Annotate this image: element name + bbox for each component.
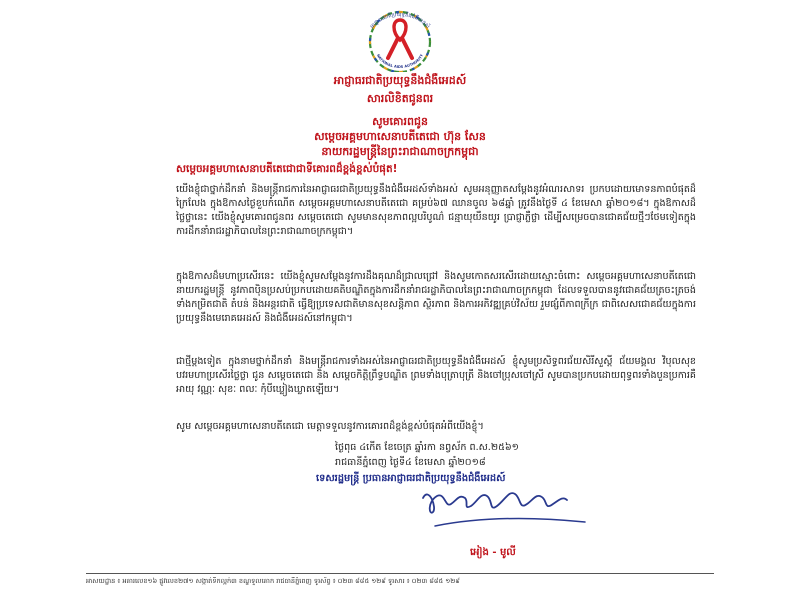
body-paragraph-3: ជាថ្មីម្តងទៀត ក្នុងនាមថ្នាក់ដឹកនាំ និងមន្ត្រីរាជការទាំងអស់នៃអាជ្ញាធរជាតិប្រយុទ្ធនឹងជំងឺអេដស៍ ខ្ញុំសូមប្រសិទ្ធពរជ័យសិរីសួស្តី ជ័យមង្គល វិបុលសុខ បវរមហាប្រសើរថ្លៃថ្លា ជូន សម្តេចតេជោ និង សម្តេចកិត្តិព្រឹទ្ធបណ្ឌិត ព្រមទាំងបុត្រាបុត្រី និងចៅប្រុសចៅស្រី សូមបានប្រកបដោយពុទ្ធពរទាំងបួនប្រការគឺ អាយុ វណ្ណៈ សុខៈ ពលៈ កុំបីឃ្លៀងឃ្លាតឡើយ។	[176, 356, 696, 395]
body-paragraph-2: ក្នុងឱកាសដ៏មហាប្រសើរនេះ យើងខ្ញុំសូមសម្តែងនូវការដឹងគុណដ៏ជ្រាលជ្រៅ និងសូមកោតសរសើរដោយស្មោះចំពោះ សម្តេចអគ្គមហាសេនាបតីតេជោ នាយករដ្ឋមន្ត្រី នូវភាពប៉ិនប្រសប់ប្រកបដោយគតិបណ្ឌិតក្នុងការដឹកនាំរាជរដ្ឋាភិបាលនៃព្រះរាជាណាចក្រកម្ពុជា ដែលទទួលបាននូវជោគជ័យត្រចះត្រចង់ទាំងកម្រិតជាតិ តំបន់ និងអន្តរជាតិ ធ្វើឱ្យប្រទេសជាតិមានសុខសន្តិភាព ស្ថិរភាព និងការអភិវឌ្ឍគ្រប់វិស័យ រួមផ្សំពីភាពក្រីក្រ ជាពិសេសជោគជ័យក្នុងការប្រយុទ្ធនឹងមេរោគអេដស៍ និងជំងឺអេដស៍នៅកម្ពុជា។	[176, 271, 696, 324]
footer-address: អាសយដ្ឋាន ៖ អគារលេខ១៦ ផ្លូវលេខ២៧១ សង្កាត់ទឹកល្អក់៣ ខណ្ឌទួលគោក រាជធានីភ្នំពេញ ទូរស័ព្ទ ៖ ០២៣ ៨៨៥ ១២៩ ទូរសារ ៖ ០២៣ ៨៨៥ ១២៩	[86, 577, 460, 585]
national-aids-authority-logo	[352, 6, 448, 72]
recipient-title: នាយករដ្ឋមន្ត្រីនៃព្រះរាជាណាចក្រកម្ពុជា	[321, 145, 479, 158]
signatory-title: ទេសរដ្ឋមន្ត្រី ប្រធានអាជ្ញាធរជាតិប្រយុទ្ធនឹងជំងឺអេដស៍	[316, 473, 506, 484]
body-paragraph-1: យើងខ្ញុំជាថ្នាក់ដឹកនាំ និងមន្ត្រីរាជការនៃអាជ្ញាធរជាតិប្រយុទ្ធនឹងជំងឺអេដស៍ទាំងអស់ សូមអនុញ្ញាតសម្តែងនូវអំណរសាទរ ប្រកបដោយមោទនភាពបំផុតដ៏ក្រៃលែង ក្នុងឱកាសថ្ងៃខួបកំណើត សម្តេចអគ្គមហាសេនាបតីតេជោ គម្រប់៦៧ ឈានចូល ៦៨ឆ្នាំ ត្រូវនឹងថ្ងៃទី ៤ ខែមេសា ឆ្នាំ២០១៨។ ក្នុងឱកាសដ៏ថ្លៃថ្លានេះ យើងខ្ញុំសូមគោរពជូនពរ សម្តេចតេជោ សូមមានសុខភាពល្អបរិបូណ៌ ជន្មាយុយឺនយូរ ប្រាជ្ញាភ្លឺថ្លា ដើម្បីសម្រេចបានជោគជ័យថ្មីៗថែមទៀតក្នុងការដឹកនាំរាជរដ្ឋាភិបាលនៃព្រះរាជាណាចក្រកម្ពុជា។	[176, 184, 696, 237]
recipient-name: សម្តេចអគ្គមហាសេនាបតីតេជោ ហ៊ុន សែន	[314, 130, 486, 143]
salutation: សម្តេចអគ្គមហាសេនាបតីតេជោជាទីគោរពដ៏ខ្ពង់ខ្ពស់បំផុត!	[176, 163, 398, 175]
respect-line: សូមគោរពជូន	[372, 115, 428, 128]
logo-english-text: NATIONAL AIDS AUTHORITY	[375, 53, 425, 70]
handwritten-signature	[415, 478, 595, 538]
closing-line: សូម សម្តេចអគ្គមហាសេនាបតីតេជោ មេត្តាទទួលនូវការគោរពដ៏ខ្ពង់ខ្ពស់បំផុតអំពីយើងខ្ញុំ។	[176, 421, 484, 432]
logo-arc-text: អាជ្ញាធរជាតិប្រយុទ្ធនឹងជំងឺអេដស៍	[369, 11, 431, 30]
solar-date: រាជធានីភ្នំពេញ ថ្ងៃទី៤ ខែមេសា ឆ្នាំ២០១៨	[335, 457, 486, 468]
organization-name: អាជ្ញាធរជាតិប្រយុទ្ធនឹងជំងឺអេដស៍	[333, 74, 467, 87]
footer-divider	[86, 573, 714, 574]
letter-type: សារលិខិតជូនពរ	[366, 92, 434, 105]
red-ribbon-icon	[352, 6, 448, 72]
signer-name: អៀង - មូលី	[470, 547, 516, 558]
lunar-date: ថ្ងៃពុធ ៤កើត ខែចេត្រ ឆ្នាំរកា នព្វស័ក ព.ស.២៥៦១	[335, 442, 519, 453]
